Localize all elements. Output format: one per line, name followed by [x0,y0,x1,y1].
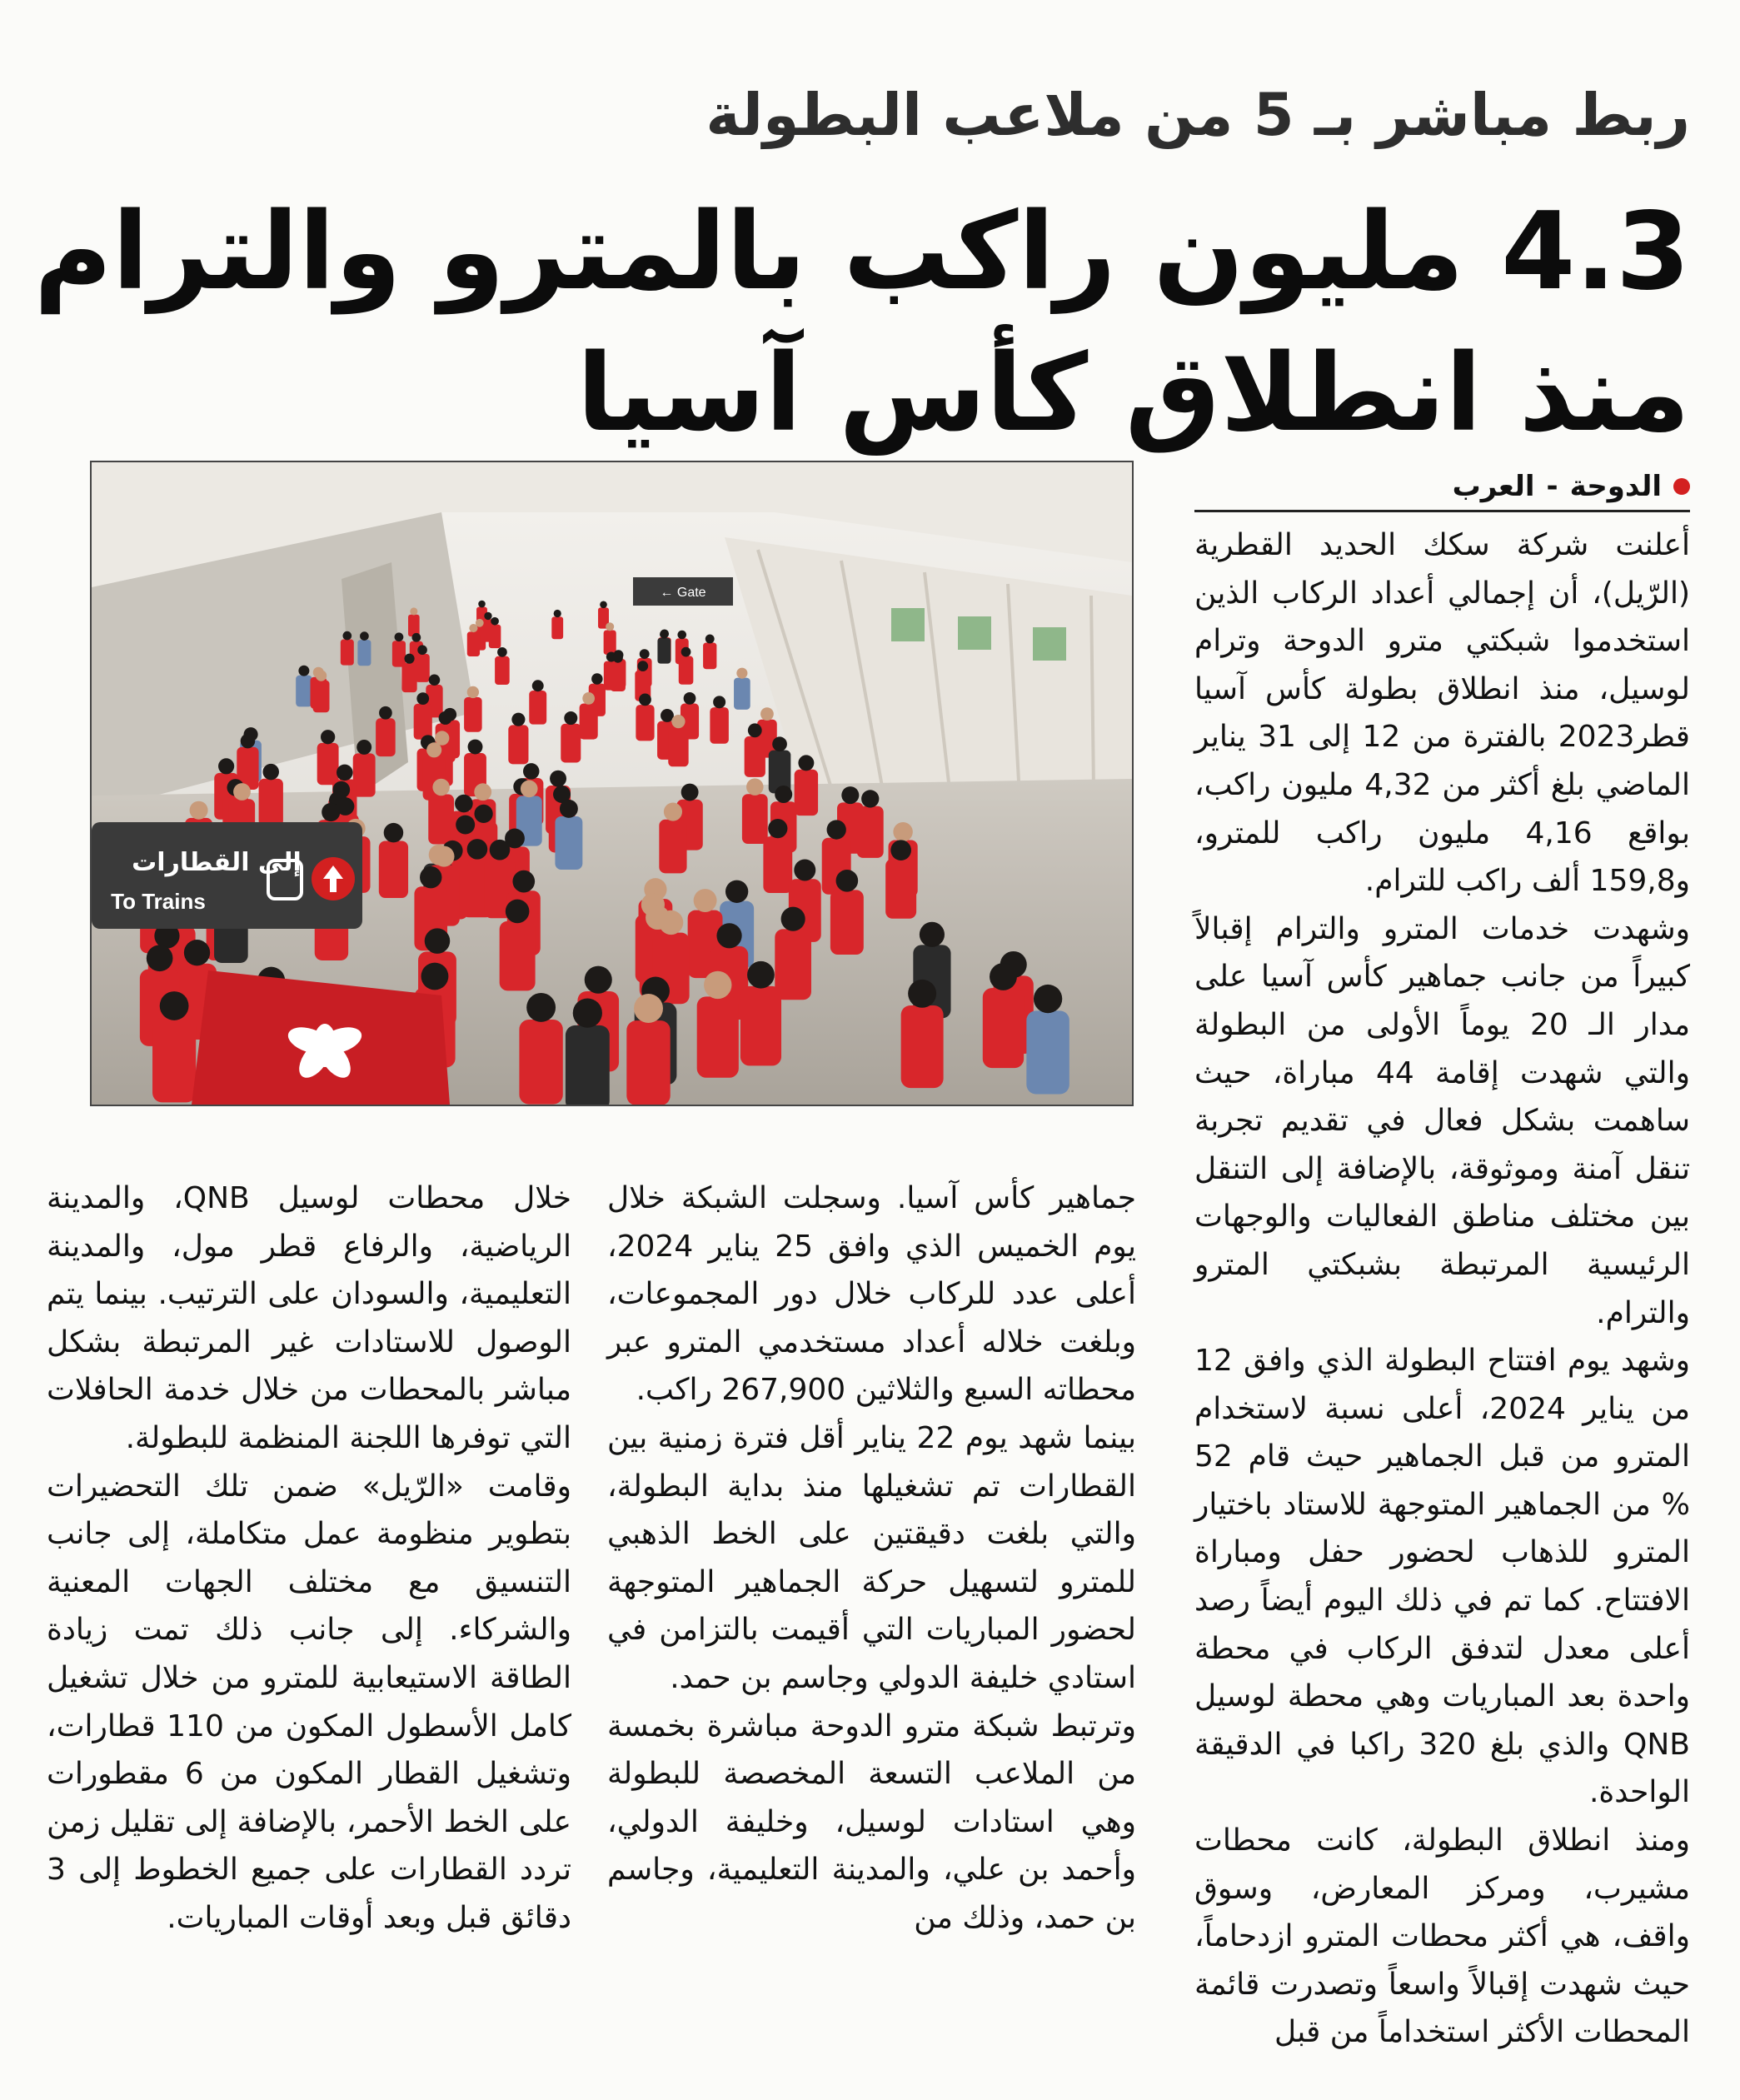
dateline-dot-icon [1673,478,1690,495]
kicker: ربط مباشر بـ 5 من ملاعب البطولة [705,81,1690,149]
fan-head [429,674,441,686]
fan-head [564,711,577,725]
fan-head [190,801,208,820]
fan-body [742,794,768,844]
fan-head [410,607,417,615]
fan-head [433,846,454,867]
fan-head [426,742,441,757]
headline-line-1: 4.3 مليون راكب بالمترو والترام [33,190,1690,314]
headline-line-2: منذ انطلاق كأس آسيا [576,332,1690,456]
fan-head [640,649,650,659]
fan-head [591,673,602,684]
fan-head [639,693,651,706]
fan-body [659,820,686,874]
fan-body [414,704,432,740]
fan-head [241,734,256,749]
fan-head [420,866,441,888]
fan-head [827,820,846,839]
fan-body [885,859,916,919]
fan-body [775,929,811,1000]
fan-head [747,961,775,989]
fan-head [497,647,507,657]
fan-head [775,786,792,803]
fan-body [830,890,864,955]
fan-head [659,910,683,935]
fan-head [681,647,691,657]
fan-head [184,940,210,965]
fan-head [490,840,511,860]
fan-body [734,678,750,710]
fan-head [746,778,764,796]
fan-head [694,889,717,912]
fan-head [384,823,403,842]
fan-body [983,988,1024,1068]
fan-head [1034,985,1062,1013]
fan-head [298,666,309,676]
fan-head [467,839,488,860]
fan-body [580,704,598,740]
fan-body [555,816,582,870]
wall-poster [891,608,925,641]
fan-head [526,993,556,1022]
fan-head [532,680,544,691]
article-column-right [1194,521,1690,2057]
fan-head [893,822,912,841]
fan-body [357,640,371,666]
fan-body [317,743,339,785]
fan-body [341,640,354,666]
paragraph: جماهير كأس آسيا. وسجلت الشبكة خلال يوم الخميس الذي وافق 25 يناير 2024، أعلى عدد للركاب خلال دور المجموعات، وبلغت خلاله أعداد مستخدمي المترو عبر محطاته السبع والثلاثين 267,900 راكب. [607,1181,1137,1408]
fan-head [484,612,491,620]
fan-head [725,880,748,903]
fan-head [456,816,475,835]
fan-body [795,770,818,816]
fan-head [772,736,787,751]
fan-head [660,630,669,639]
fan-head [233,783,251,801]
fan-head [160,991,189,1020]
fan-body [500,921,536,990]
fan-body [376,718,396,756]
paragraph: وشهدت خدمات المترو والترام إقبالاً كبيراً من جانب جماهير كأس آسيا على مدار الـ 20 يوماً الأولى من البطولة والتي شهدت إقامة 44 مباراة، حيث ساهمت بشكل فعال في تقديم تجربة تنقل آمنة وموثوقة، بالإضافة إلى التنقل بين مختلف مناطق الفعاليات والوجهات الرئيسية المرتبطة بشبكتي المترو والترام. [1194,911,1690,1330]
fan-head [908,980,936,1008]
fan-head [768,819,787,838]
fan-body [636,705,654,741]
fan-head [760,707,774,721]
fan-head [523,763,539,779]
fan-body [408,615,420,636]
fan-head [705,635,715,644]
fan-head [218,758,234,774]
fan-body [763,836,792,893]
fan-head [404,654,414,664]
fan-head [322,803,340,821]
fan-head [794,860,815,881]
fan-body [551,616,563,639]
fan-body [529,691,546,725]
fan-body [566,1025,610,1105]
fan-body [901,1005,944,1088]
fan-head [585,966,612,994]
fan-head [736,668,747,679]
dateline-separator: - [1546,470,1558,503]
fan-body [626,1020,670,1105]
fan-body [857,806,884,858]
fan-head [421,963,449,990]
fan-head [600,601,607,608]
dateline-publication: العرب [1452,470,1535,503]
sign-label-english: To Trains [111,889,206,914]
paragraph: وترتبط شبكة مترو الدوحة مباشرة بخمسة من الملاعب التسعة المخصصة للبطولة وهي استادات لوسيل، وخليفة الدولي، وأحمد بن علي، والمدينة التعليمية، وجاسم بن حمد، وذلك من [607,1708,1136,1935]
fan-body [740,986,781,1066]
fan-head [748,723,762,737]
fan-head [360,631,369,641]
fan-body [679,656,694,685]
paragraph: خلال محطات لوسيل QNB، والمدينة الرياضية، والرفاع قطر مول، والمدينة التعليمية، والسودان على الترتيب. بينما يتم الوصول للاستادات غير المرتبطة بشكل مباشر بالمحطات من خلال خدمة الحافلات التي توفرها اللجنة المنظمة للبطولة. [47,1181,571,1455]
fan-body [428,795,454,845]
fan-head [716,923,741,948]
sign-label-arabic: إلى القطارات [132,848,302,877]
fan-body [604,631,616,655]
fan-body [657,638,671,664]
fan-body [697,996,739,1077]
fan-head [262,764,279,781]
fan-head [781,907,805,931]
fan-body [464,697,482,732]
fan-head [677,631,686,640]
wall-poster [958,616,991,650]
fan-head [342,631,351,641]
fan-head [468,740,483,755]
fan-body [668,727,688,766]
fan-head [637,661,648,671]
fan-head [321,730,335,744]
fan-head [455,795,473,813]
fan-head [491,617,499,626]
fan-head [920,922,945,947]
fan-head [861,790,879,807]
fan-head [554,610,561,617]
fan-head [416,692,429,705]
paragraph: بينما شهد يوم 22 يناير أقل فترة زمنية بين القطارات تم تشغيلها منذ بداية البطولة، والتي بلغت دقيقتين على الخط الذهبي للمترو لتسهيل حركة الجماهير المتوجهة لحضور المباريات التي أقيمت بالتزامن في استادي خليفة الدولي وجاسم بن حمد. [607,1420,1136,1695]
fan-head [467,686,479,698]
fan-body [489,625,501,648]
fan-head [395,632,404,641]
fan-head [511,713,525,726]
fan-body [508,725,528,764]
fan-head [478,601,486,608]
fan-body [611,662,626,691]
fan-head [425,928,451,954]
fan-head [836,870,859,892]
paragraph: ومنذ انطلاق البطولة، كانت محطات مشيرب، ومركز المعارض، وسوق واقف، هي أكثر محطات المترو ازدحاماً، حيث شهدت إقبالاً واسعاً وتصدرت قائمة المحطات الأكثر استخداماً من قبل [1194,1823,1690,2050]
fan-head [469,624,477,632]
fan-head [411,633,421,642]
fan-head [474,805,492,823]
paragraph: أعلنت شركة سكك الحديد القطرية (الرّيل)، أن إجمالي أعداد الركاب الذين استخدموا شبكتي مترو الدوحة وترام لوسيل، منذ انطلاق بطولة كأس آسيا قطر2023 بالفترة من 12 إلى 31 يناير الماضي بلغ أكثر من 4,32 مليون راكب، بواقع 4,16 مليون راكب للمترو، و159,8 ألف راكب للترام. [1194,528,1691,899]
article-column-left [47,1175,571,1943]
fan-head [606,622,614,631]
metro-fans-photo [92,462,1132,1105]
fan-head [798,755,814,771]
article-column-middle [607,1175,1136,1943]
wall-poster [1033,627,1066,661]
fan-head [379,706,392,720]
fan-head [550,771,566,787]
fan-head [337,765,353,781]
fan-head [704,971,731,999]
fan-body [1026,1010,1069,1094]
fan-head [474,783,491,801]
fan-head [890,840,911,860]
fan-head [560,800,578,818]
fan-head [684,692,696,705]
fan-body [415,654,429,682]
fan-head [671,715,685,728]
fan-body [379,840,408,898]
fan-head [841,786,859,804]
fan-head [713,696,725,708]
fan-body [313,681,330,713]
fan-head [432,779,450,796]
fan-body [392,641,406,666]
fan-head [582,692,595,705]
fan-head [439,711,452,725]
paragraph: وقامت «الرّيل» ضمن تلك التحضيرات بتطوير منظومة عمل متكاملة، إلى جانب التنسيق مع مختلف الجهات المعنية والشركاء. إلى جانب ذلك تمت زيادة الطاقة الاستيعابية للمترو من خلال تشغيل كامل الأسطول المكون من 110 قطارات، وتشغيل القطار المكون من 6 مقطورات على الخط الأحمر، بالإضافة إلى تقليل زمن تردد القطارات على جميع الخطوط إلى 3 دقائق قبل وبعد أوقات المباريات. [47,1469,571,1935]
fan-body [703,643,716,670]
fan-body [561,724,581,763]
dateline-rule [1194,510,1690,512]
fan-head [681,784,699,801]
fan-head [521,781,538,798]
dateline-city: الدوحة [1569,470,1662,503]
paragraph: وشهد يوم افتتاح البطولة الذي وافق 12 من يناير 2024، أعلى نسبة لاستخدام المترو من قبل الجماهير حيث قام 52 % من الجماهير المتوجهة للاستاد باختيار المترو للذهاب لحضور حفل ومباراة الافتتاح. كما تم في ذلك اليوم أيضاً رصد أعلى معدل لتدفق الركاب في محطة واحدة بعد المباريات وهي محطة لوسيل QNB والذي بلغ 320 راكبا في الدقيقة الواحدة. [1194,1344,1690,1810]
fan-body [710,707,728,744]
fan-body [467,631,480,656]
fan-head [613,653,623,663]
overhead-sign-text: Gate ← [660,586,706,600]
fan-head [573,999,602,1028]
fan-body [745,736,765,777]
fan-head [147,945,173,971]
news-photo [90,461,1134,1106]
fan-body [401,663,416,692]
fan-head [664,802,682,821]
fan-head [316,670,327,681]
fan-head [634,994,663,1023]
fan-body [152,1018,196,1102]
fan-body [519,1020,562,1105]
fan-body [259,779,283,826]
fan-head [512,870,535,893]
fan-head [506,900,530,924]
fan-head [417,645,427,655]
fan-body [296,676,312,707]
dateline [1190,468,1690,505]
fan-head [356,740,371,755]
fan-body [495,656,510,685]
to-trains-sign [92,822,362,929]
fan-head [990,963,1017,990]
